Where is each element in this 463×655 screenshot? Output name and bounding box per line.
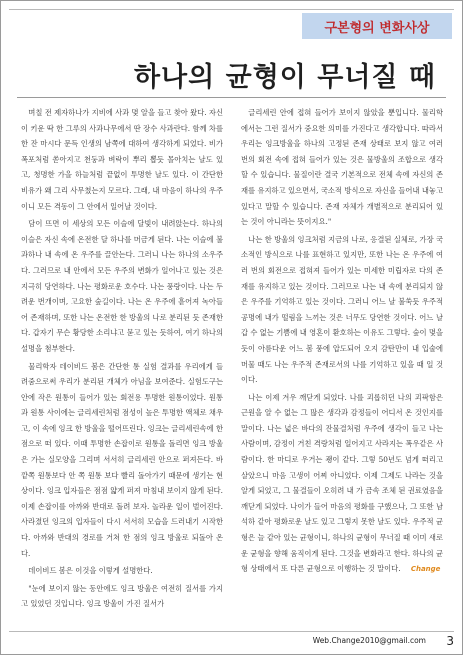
paragraph: 데이비드 봄은 이것을 이렇게 설명한다. <box>28 566 153 576</box>
change-logo: Change <box>410 565 441 574</box>
article-title: 하나의 균형이 무너질 때 <box>133 62 436 93</box>
paragraph: "눈에 보이지 않는 동안에도 잉크 방울은 여전히 질서를 가지고 있었던 것입니다. 잉크 방울이 가진 질서가 <box>21 583 223 609</box>
footer-email: Web.Change2010@gmail.com <box>312 636 426 645</box>
right-column <box>241 105 443 580</box>
paragraph: 글리세린 안에 접혀 들어가 보이지 않았을 뿐입니다. 물리학에서는 그런 질서가 중요한 의미를 가진다고 생각합니다. 따라서 우리는 잉크방울을 하나의 고정된 존재 상태로 보지 않고 여러 번의 회전 속에 접혀 들어가 있는 것은 물방울의 조합으로 생각할 수 있습니다. 물질이란 결국 기본적으로 전체 속에 자신의 존재를 유지하고 있으면서, 국소적 방식으로 자신을 들어내 내놓고 있다고 말할 수 있습니다. 존재 자체가 개별적으로 분리되어 있는 것이 아니라는 뜻이지요." <box>241 108 443 227</box>
section-label: 구본형의 변화사상 <box>324 20 430 36</box>
footer-divider <box>9 631 454 632</box>
section-banner <box>302 13 452 39</box>
paragraph: 담이 뜨면 이 세상의 모든 이슬에 달빛이 내려앉는다. 하나의 이슬은 자신 속에 온전한 달 하나를 머금게 된다. 나는 이슬에 불과하나 내 속에 온 우주를 끌안는다. 그러니 나는 하나의 소우주다. 그러므로 내 안에서 모든 우주의 변화가 일어나고 있는 것은 지극히 당연하다. 나는 평화로운 호수다. 나는 풍랑이다. 나는 두려운 번개이며, 고요한 숲길이다. 나는 온 우주에 흩어져 녹아들어 존재하며, 또한 나는 온전한 한 방울의 나로 분리된 듯 존재한다. 갑자기 무슨 황당한 소리냐고 묻고 있는 듯하여, 여기 하나의 설명을 첨부한다. <box>21 219 223 353</box>
paragraph-text: 나는 이제 겨우 깨닫게 되었다. 나를 괴롭히던 나의 괴팍함은 근원을 알 수 없는 그 많은 생각과 감정들이 어디서 온 것인지를 말이다. 나는 넓은 바다의 잔물결처럼 우주에 생각이 들고 나는 사람이며, 감정이 거친 격랑처럼 일어지고 사라지는 폭우같은 사람이다. 한 마디로 우거는 괭이 같다. 그렇 50년도 넘게 떠리고 살았으니 마음 고생이 어찌 아니었다. 이제 그제도 나라는 것을 알게 되었고, 그 물결들이 오히려 내 가 금속 조체 된 권료였음을 깨닫게 되었다. 나이가 들어 마음의 평화를 구했으나, 그 또한 남석하 같아 평화로운 날도 있고 그렇지 못한 날도 있다. 우주적 균형은 늘 같아 있는 균형이니, 하나의 균형이 무너질 때 이미 새로운 균형을 향해 움직이게 된다. 그것을 변화라고 한다. 하나의 균형 상태에서 또 다른 균형으로 이행하는 것 말이다. <box>241 392 443 574</box>
paragraph: 나는 한 방울의 잉크처럼 지금의 나로, 응결된 실체로, 가장 국소적인 방식으로 나를 표현하고 있지만, 또한 나는 온 우주에 여러 번의 회전으로 접혀져 들어가 있는 미세한 미립자로 다의 존재를 유지하고 있는 것이다. 그러므로 나는 내 속에 분리되지 않은 우주를 기억하고 있는 것이다. 그러니 어느 날 불쑥듯 우주적 공명에 내가 떨림을 느끼는 것은 너무도 당연한 것이다. 어느 날 갑 수 없는 기쁨에 내 영혼이 환호하는 이유도 그렇다. 숲이 몇을 듯이 아름다운 어느 봄 풍에 압도되어 오지 감탄만이 내 입술에 머물 때도 나는 우주적 존재로서의 나를 기억하고 있을 때 일 것이다. <box>241 234 443 385</box>
paragraph-final <box>241 390 443 578</box>
paragraph: 며칠 전 제자하나가 지비에 사과 몇 알을 들고 찾아 왔다. 자신이 키운 딱 한 그루의 사과나무에서 딴 장수 사과란다. 함께 차를 한 잔 마시다 문득 인생의 남쪽에 대하여 생각하게 되었다. 비가 폭포처럼 쏟아지고 천둥과 벼락이 뿌리 뽑듯 몰아치는 날도 있고, 청명한 가을 하늘처럼 끝없이 투명한 날도 있다. 이 간단한 비유가 왜 그리 사무쳤는지 모르다. 그래, 내 마음이 하나의 우주이니 모든 격동이 그 안에서 일어날 것이다. <box>21 108 223 211</box>
top-divider <box>9 9 454 10</box>
page-number: 3 <box>446 634 454 648</box>
title-divider <box>17 97 446 98</box>
left-column <box>21 105 223 614</box>
paragraph: 물리학자 데이비드 봄은 간단한 통 실험 결과를 우리에게 들려줌으로써 우리가 분리된 개체가 아님을 보여준다. 실험도구는 안에 작은 원통이 들어가 있는 회전용 투명한 원통이었다. 원통과 원통 사이에는 글리세린처럼 점성이 높은 투명한 액체로 채우고, 이 속에 잉크 한 방울을 떨어뜨린다. 잉크는 글리세린속에 한 점으로 떠 있다. 이때 투명한 손잡이로 원통을 돌리면 잉크 방울은 가는 실모양을 그리며 서서히 글리세린 안으로 퍼져든다. 바깥쪽 원통보다 안 쪽 원통 보다 빨리 돌아가기 때문에 생기는 현상이다. 잉크 입자들은 점점 얇게 퍼져 마침내 보이지 않게 된다. 이제 손잡이를 아까와 반대로 돌려 보자. 놀라운 일이 벌어진다. 사라졌던 잉크의 입자들이 다시 서서히 모습을 드러내기 시작한다. 아까와 반대의 경로를 거쳐 한 점의 잉크 방울로 되돌아 온다. <box>21 361 223 558</box>
